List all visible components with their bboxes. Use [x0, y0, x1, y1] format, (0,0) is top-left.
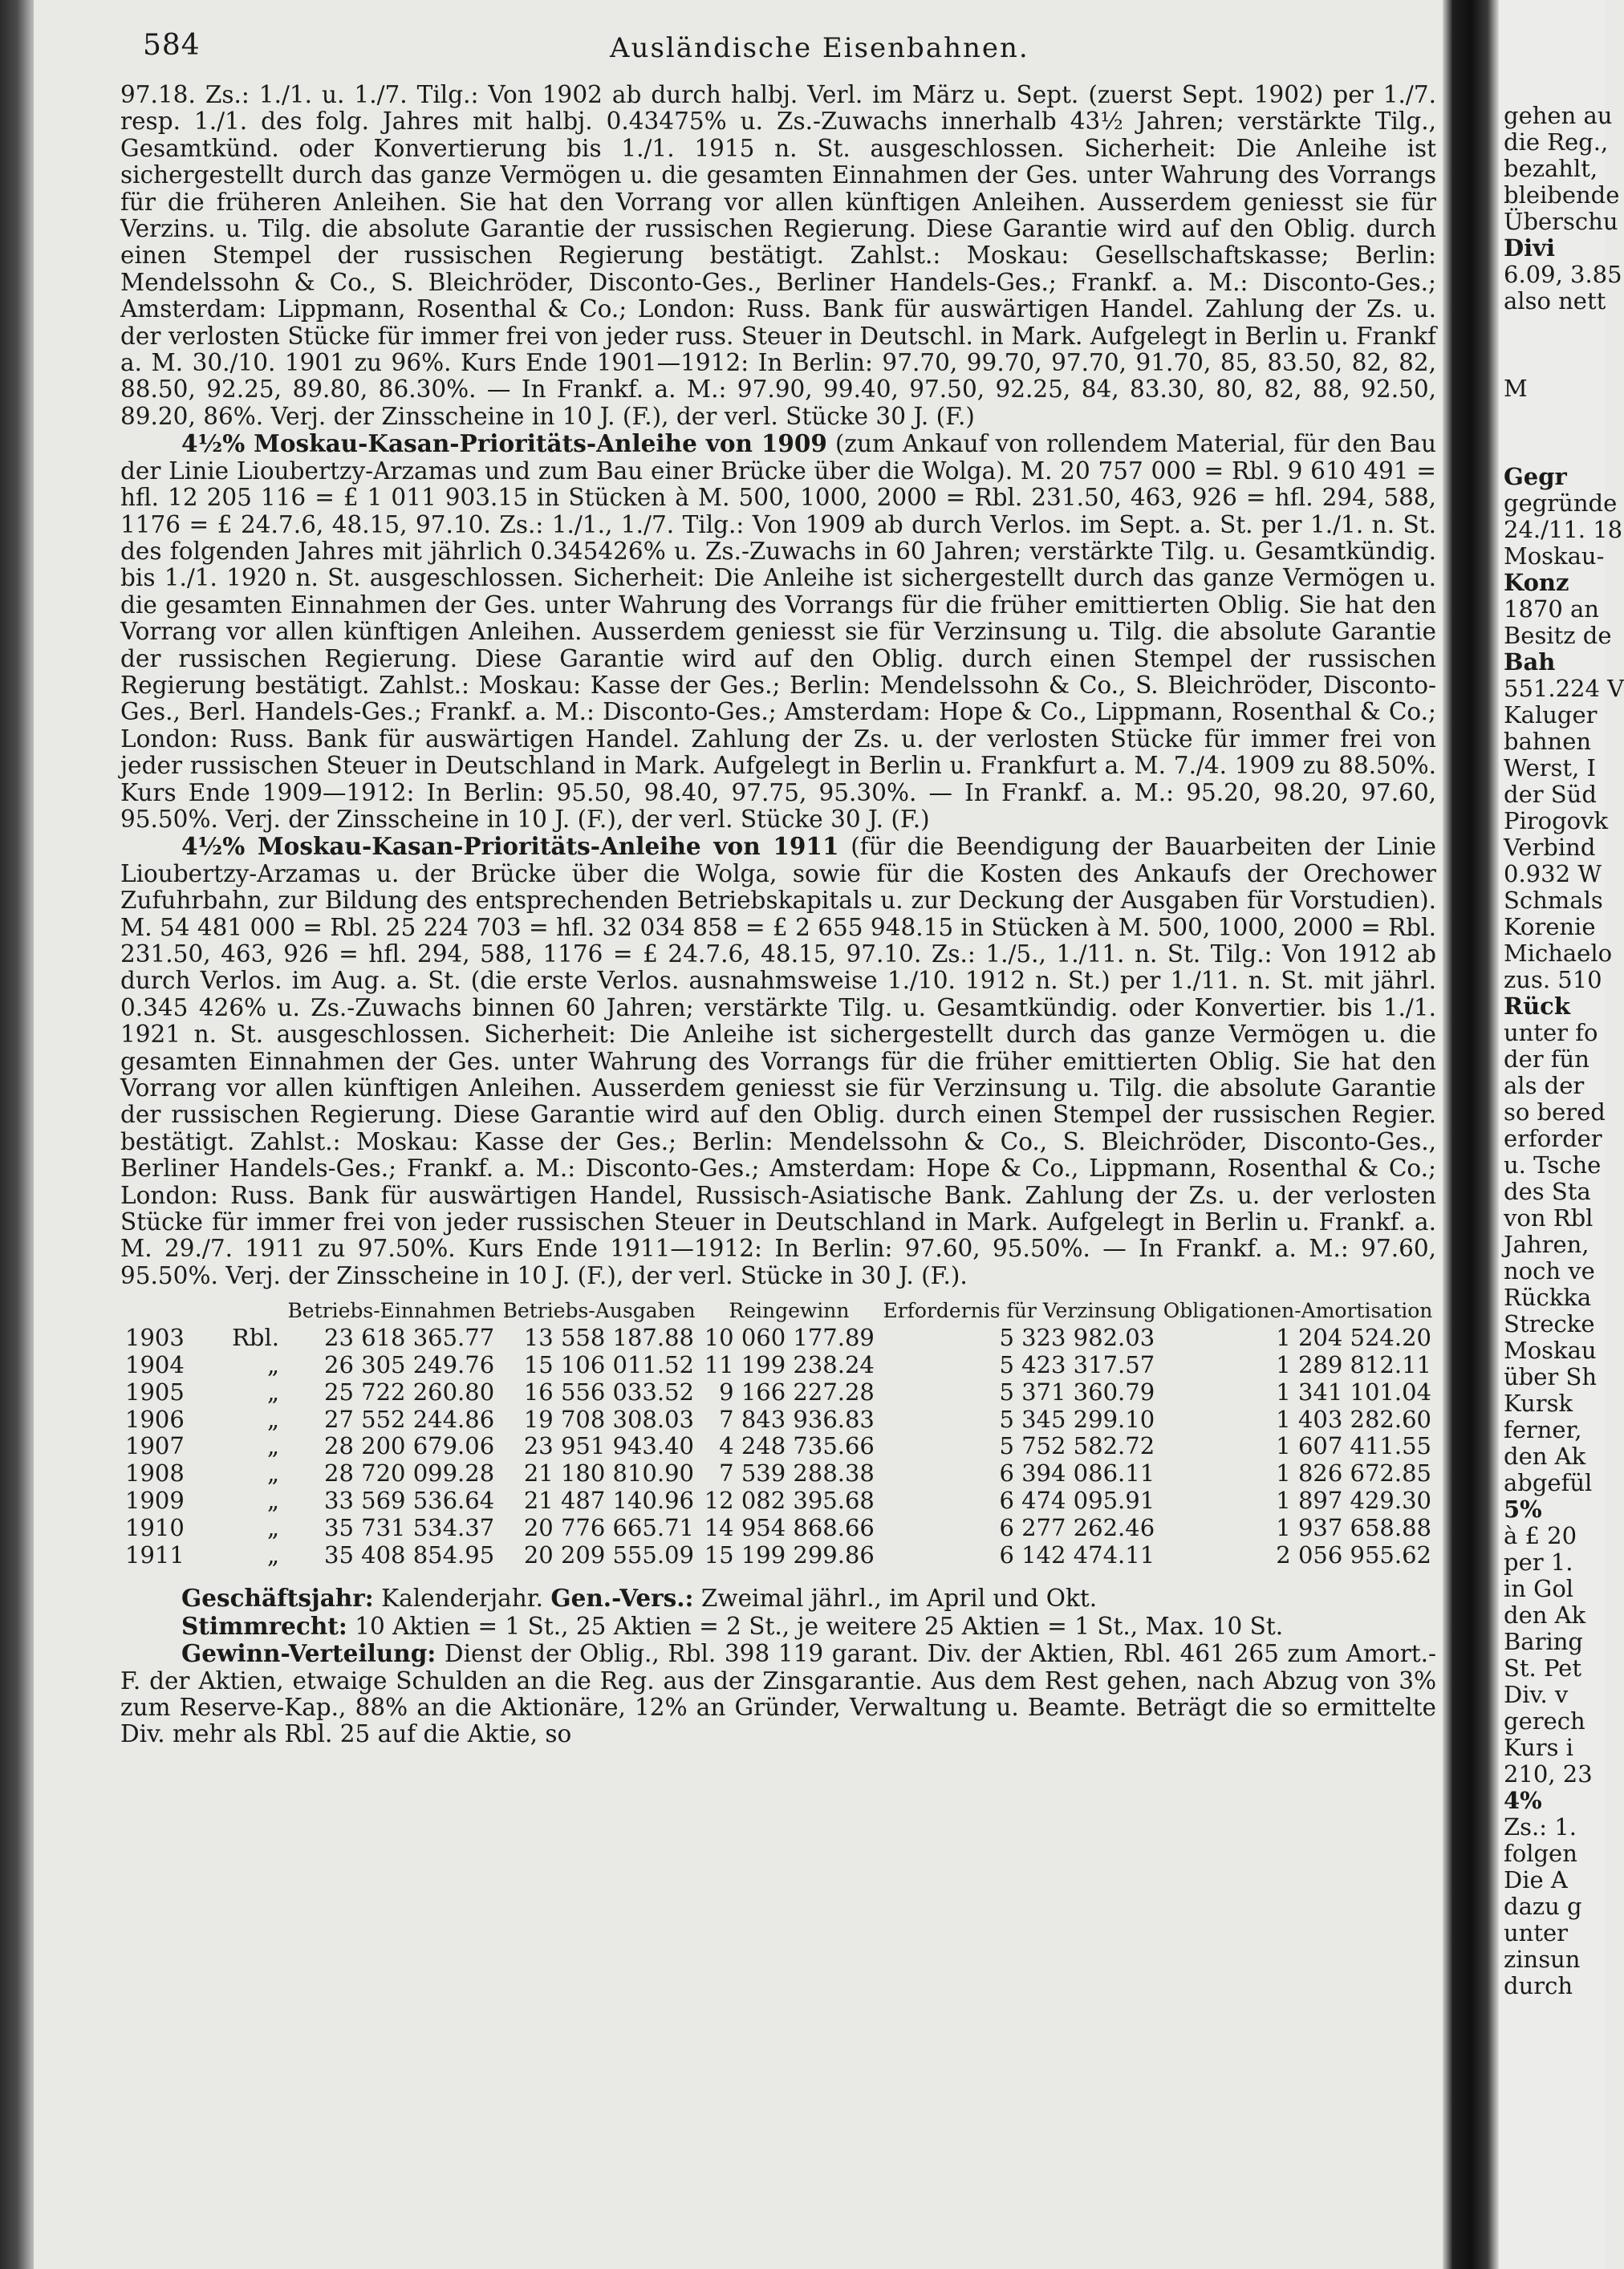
facing-page-line: Kursk [1504, 1390, 1573, 1417]
facing-page-line: Gegr [1504, 463, 1567, 490]
running-head [120, 29, 1436, 82]
table-row [120, 1325, 1436, 1352]
facing-page-line: zinsun [1504, 1946, 1581, 1973]
facing-page-line: Besitz de [1504, 622, 1612, 649]
facing-page-line: Kurs i [1504, 1734, 1573, 1761]
facing-page-line: noch ve [1504, 1257, 1595, 1285]
column-header [120, 1301, 218, 1325]
facing-page-line: in Gol [1504, 1575, 1574, 1602]
table-cell: 25 722 260.80 [324, 1378, 495, 1406]
table-cell: 1905 [125, 1378, 185, 1406]
table-cell: 5 423 317.57 [999, 1351, 1155, 1379]
financial-table [120, 1301, 1436, 1569]
table-cell: 23 618 365.77 [324, 1324, 495, 1352]
page-584 [120, 29, 1436, 1748]
facing-page-line: bahnen [1504, 728, 1592, 755]
meta-label: Geschäftsjahr: [181, 1584, 374, 1613]
table-cell: „ [266, 1405, 279, 1433]
facing-page-line: Moskau- [1504, 542, 1605, 570]
table-cell: 14 954 868.66 [704, 1513, 875, 1541]
table-cell: 1 204 524.20 [1276, 1324, 1431, 1352]
table-cell: 1903 [125, 1324, 185, 1352]
table-cell: 1 937 658.88 [1276, 1513, 1431, 1541]
table-cell: 16 556 033.52 [523, 1378, 694, 1406]
facing-page-line: erforder [1504, 1125, 1602, 1152]
facing-page-line: der Süd [1504, 781, 1597, 808]
facing-page-line: Michaelo [1504, 940, 1613, 967]
facing-page-line: Konz [1504, 569, 1569, 596]
facing-page-line: durch [1504, 1972, 1573, 1999]
table-cell: 15 106 011.52 [523, 1351, 694, 1379]
facing-page-line: bleibende [1504, 181, 1620, 209]
facing-page-line: unter fo [1504, 1019, 1598, 1046]
table-cell: „ [266, 1459, 279, 1488]
facing-page-line: Die A [1504, 1866, 1568, 1894]
table-cell: 12 082 395.68 [704, 1487, 875, 1515]
table-cell: 27 552 244.86 [324, 1405, 495, 1433]
column-header: Betriebs-Ausgaben [502, 1299, 696, 1323]
facing-page-line: über Sh [1504, 1363, 1598, 1390]
table-cell: 9 166 227.28 [719, 1378, 875, 1406]
table-cell: 5 752 582.72 [999, 1432, 1155, 1460]
table-cell: 1 341 101.04 [1276, 1378, 1431, 1406]
table-row [120, 1352, 1436, 1379]
facing-page-line: Überschu [1504, 208, 1618, 235]
table-cell: 7 843 936.83 [719, 1405, 875, 1433]
facing-page-line: Rückka [1504, 1284, 1592, 1311]
column-header [218, 1301, 284, 1325]
column-header: Obligationen-Amortisation [1163, 1299, 1433, 1323]
facing-page-fragment [1499, 0, 1624, 2269]
facing-page-line: Schmals [1504, 887, 1603, 914]
table-cell: 6 142 474.11 [999, 1540, 1155, 1569]
table-cell: „ [266, 1487, 279, 1515]
table-cell: 35 731 534.37 [324, 1513, 495, 1541]
facing-page-line: Div. v [1504, 1681, 1569, 1708]
table-cell: 35 408 854.95 [324, 1540, 495, 1569]
facing-page-line: den Ak [1504, 1601, 1586, 1629]
meta-text: 10 Aktien = 1 St., 25 Aktien = 2 St., je weitere 25 Aktien = 1 St., Max. 10 St. [347, 1612, 1284, 1640]
facing-page-line: Zs.: 1. [1504, 1813, 1577, 1841]
table-row [120, 1379, 1436, 1406]
facing-page-line: von Rbl [1504, 1204, 1594, 1232]
facing-page-line: à £ 20 [1504, 1522, 1577, 1549]
facing-page-line: ferner, [1504, 1416, 1582, 1443]
table-cell: 1908 [125, 1459, 185, 1488]
table-cell: 20 776 665.71 [523, 1513, 694, 1541]
table-cell: „ [266, 1432, 279, 1460]
book-spine [1443, 0, 1499, 2269]
table-cell: 1 826 672.85 [1276, 1459, 1431, 1488]
meta-voting-rights [120, 1613, 1436, 1640]
table-row [120, 1488, 1436, 1515]
facing-page-line: 4% [1504, 1787, 1542, 1814]
table-cell: 2 056 955.62 [1276, 1540, 1431, 1569]
facing-page-line: Jahren, [1504, 1231, 1589, 1258]
meta-profit-distribution [120, 1640, 1436, 1748]
table-cell: „ [266, 1351, 279, 1379]
table-cell: 13 558 187.88 [523, 1324, 694, 1352]
table-cell: 1907 [125, 1432, 185, 1460]
facing-page-line: Bah [1504, 648, 1556, 676]
paragraph-loan-1901-cont [120, 82, 1436, 430]
facing-page-line: Divi [1504, 234, 1556, 262]
facing-page-line: der fün [1504, 1045, 1589, 1073]
meta-text: Dienst der Oblig., Rbl. 398 119 garant. Div. der Aktien, Rbl. 461 265 zum Amort.-F. der Aktien, etwaige Schulden an die Reg. aus der Zinsgarantie. Aus dem Rest gehen, nach Abzug von 3% zum Reserve-Kap., 88% an die Aktionäre, 12% an Gründer, Verwaltung u. Beamte. Beträgt die so ermittelte Div. mehr als Rbl. 25 auf die Aktie, so [120, 1640, 1436, 1748]
meta-label: Stimmrecht: [181, 1611, 347, 1640]
facing-page-line: so bered [1504, 1098, 1606, 1126]
table-cell: 6 394 086.11 [999, 1459, 1155, 1488]
facing-page-line: gegründe [1504, 489, 1618, 517]
table-cell: 5 371 360.79 [999, 1378, 1155, 1406]
table-cell: 1911 [125, 1540, 185, 1569]
table-cell: „ [266, 1378, 279, 1406]
facing-page-line: die Reg., [1504, 128, 1609, 156]
table-row [120, 1542, 1436, 1569]
facing-page-line: 210, 23 [1504, 1760, 1593, 1788]
table-cell: Rbl. [232, 1324, 279, 1352]
meta-text: Zweimal jährl., im April und Okt. [693, 1585, 1098, 1613]
facing-page-line: Werst, I [1504, 754, 1596, 781]
table-cell: 1 289 812.11 [1276, 1351, 1431, 1379]
facing-page-line: gerech [1504, 1707, 1585, 1735]
table-row [120, 1433, 1436, 1460]
facing-page-line: 5% [1504, 1496, 1542, 1523]
facing-page-line: 0.932 W [1504, 860, 1602, 887]
table-cell: 23 951 943.40 [523, 1432, 694, 1460]
table-cell: 15 199 299.86 [704, 1540, 875, 1569]
table-row [120, 1406, 1436, 1434]
meta-text: Kalenderjahr. [373, 1585, 551, 1613]
column-header: Erfordernis für Verzinsung [883, 1299, 1156, 1323]
paragraph-text: 97.18. Zs.: 1./1. u. 1./7. Tilg.: Von 1902 ab durch halbj. Verl. im März u. Sept. (zuerst Sept. 1902) per 1./7. resp. 1./1. des folg. Jahres mit halbj. 0.43475% u. Zs.-Zuwachs innerhalb 43½ Jahren; verstärkte Tilg., Gesamtkünd. oder Konvertierung bis 1./1. 1915 n. St. ausgeschlossen. Sicherheit: Die Anleihe ist sichergestellt durch das ganze Vermögen u. die gesamten Einnahmen der Ges. unter Wahrung des Vorrangs für die früheren Anleihen. Sie hat den Vorrang vor allen künftigen Anleihen. Ausserdem geniesst sie für Verzins. u. Tilg. die absolute Garantie der russischen Regierung. Diese Garantie wird auf den Oblig. durch einen Stempel der russischen Regierung bestätigt. Zahlst.: Moskau: Gesellschaftskasse; Berlin: Mendelssohn & Co., S. Bleichröder, Disconto-Ges., Berliner Handels-Ges.; Frankf. a. M.: Disconto-Ges.; Amsterdam: Lippmann, Rosenthal & Co.; London: Russ. Bank für auswärtigen Handel. Zahlung der Zs. u. der verlosten Stücke für immer frei von jeder russ. Steuer in Deutschl. in Mark. Aufgelegt in Berlin u. Frankf a. M. 30./10. 1901 zu 96%. Kurs Ende 1901—1912: In Berlin: 97.70, 99.70, 97.70, 91.70, 85, 83.50, 82, 82, 88.50, 92.25, 89.80, 86.30%. — In Frankf. a. M.: 97.90, 99.40, 97.50, 92.25, 84, 83.30, 80, 82, 88, 92.50, 89.20, 86%. Verj. der Zinsscheine in 10 J. (F.), der verl. Stücke 30 J. (F.) [120, 81, 1436, 430]
meta-business-year [120, 1585, 1436, 1612]
facing-page-line: unter [1504, 1919, 1569, 1946]
table-cell: 20 209 555.09 [523, 1540, 694, 1569]
column-header: Betriebs-Einnahmen [287, 1299, 496, 1323]
table-cell: 28 720 099.28 [324, 1459, 495, 1488]
facing-page-line: des Sta [1504, 1178, 1591, 1205]
table-cell: 1904 [125, 1351, 185, 1379]
company-meta [120, 1585, 1436, 1747]
loan-heading: 4½% Moskau-Kasan-Prioritäts-Anleihe von 1911 [181, 832, 839, 861]
paragraph-loan-1909 [120, 430, 1436, 833]
table-cell: 28 200 679.06 [324, 1432, 495, 1460]
facing-page-line: zus. 510 [1504, 966, 1602, 993]
table-cell: 4 248 735.66 [719, 1432, 875, 1460]
facing-page-line: dazu g [1504, 1893, 1582, 1920]
facing-page-line: als der [1504, 1072, 1585, 1099]
facing-page-line: Pirogovk [1504, 807, 1609, 834]
table-cell: 26 305 249.76 [324, 1351, 495, 1379]
table-cell: 1 403 282.60 [1276, 1405, 1431, 1433]
table-cell: 21 487 140.96 [523, 1487, 694, 1515]
facing-page-line: Baring [1504, 1628, 1583, 1655]
table-header-row [120, 1301, 1436, 1325]
table-cell: 1909 [125, 1487, 185, 1515]
facing-page-line: M [1504, 375, 1528, 402]
meta-label: Gen.-Vers.: [550, 1584, 694, 1613]
running-title: Ausländische Eisenbahnen. [610, 32, 1029, 64]
table-cell: 1910 [125, 1513, 185, 1541]
table-row [120, 1460, 1436, 1488]
column-header: Reingewinn [729, 1299, 850, 1323]
table-cell: 1 897 429.30 [1276, 1487, 1431, 1515]
facing-page-line: 1870 an [1504, 595, 1599, 623]
facing-page-line: abgefül [1504, 1469, 1593, 1496]
facing-page-line: 24./11. 18 [1504, 516, 1623, 543]
table-cell: 1906 [125, 1405, 185, 1433]
facing-page-line: Korenie [1504, 913, 1596, 940]
loan-heading: 4½% Moskau-Kasan-Prioritäts-Anleihe von 1909 [181, 429, 827, 458]
facing-page-line: gehen au [1504, 102, 1613, 129]
facing-page-line: Strecke [1504, 1310, 1595, 1337]
facing-page-line: u. Tsche [1504, 1151, 1602, 1179]
facing-page-line: den Ak [1504, 1443, 1586, 1470]
facing-page-line: folgen [1504, 1840, 1577, 1867]
table-cell: 5 323 982.03 [999, 1324, 1155, 1352]
facing-page-line: Moskau [1504, 1337, 1597, 1364]
facing-page-line: Verbind [1504, 834, 1596, 861]
meta-label: Gewinn-Verteilung: [181, 1639, 436, 1668]
facing-page-line: per 1. [1504, 1549, 1573, 1576]
facing-page-line: Kaluger [1504, 701, 1598, 729]
left-page-gutter [0, 0, 34, 2269]
paragraph-text: (zum Ankauf von rollendem Material, für den Bau der Linie Lioubertzy-Arzamas und zum Bau einer Brücke über die Wolga). M. 20 757 000 = Rbl. 9 610 491 = hfl. 12 205 116 = £ 1 011 903.15 in Stücken à M. 500, 1000, 2000 = Rbl. 231.50, 463, 926 = hfl. 294, 588, 1176 = £ 24.7.6, 48.15, 97.10. Zs.: 1./1., 1./7. Tilg.: Von 1909 ab durch Verlos. im Sept. a. St. per 1./1. n. St. des folgenden Jahres mit jährlich 0.345426% u. Zs.-Zuwachs in 60 Jahren; verstärkte Tilg. u. Gesamtkündig. bis 1./1. 1920 n. St. ausgeschlossen. Sicherheit: Die Anleihe ist sichergestellt durch das ganze Vermögen u. die gesamten Einnahmen der Ges. unter Wahrung des Vorrangs für die früher emittierten Oblig. Sie hat den Vorrang vor allen künftigen Anleihen. Ausserdem geniesst sie für Verzinsung u. Tilg. die absolute Garantie der russischen Regierung. Diese Garantie wird auf den Oblig. durch einen Stempel der russischen Regierung bestätigt. Zahlst.: Moskau: Kasse der Ges.; Berlin: Mendelssohn & Co., S. Bleichröder, Disconto-Ges., Berl. Handels-Ges.; Frankf. a. M.: Disconto-Ges.; Amsterdam: Hope & Co., Lippmann, Rosenthal & Co.; London: Russ. Bank für auswärtigen Handel. Zahlung der Zs. u. der verlosten Stücke für immer frei von jeder russischen Steuer in Deutschland in Mark. Aufgelegt in Berlin u. Frankfurt a. M. 7./4. 1909 zu 88.50%. Kurs Ende 1909—1912: In Berlin: 95.50, 98.40, 97.75, 95.30%. — In Frankf. a. M.: 95.20, 98.20, 97.60, 95.50%. Verj. der Zinsscheine in 10 J. (F.), der verl. Stücke 30 J. (F.) [120, 430, 1437, 833]
facing-page-line: also nett [1504, 287, 1606, 315]
page-number: 584 [143, 29, 201, 62]
table-cell: 33 569 536.64 [324, 1487, 495, 1515]
table-cell: 21 180 810.90 [523, 1459, 694, 1488]
table-cell: 11 199 238.24 [704, 1351, 875, 1379]
facing-page-line: bezahlt, [1504, 155, 1598, 182]
table-cell: 7 539 288.38 [719, 1459, 875, 1488]
facing-page-line: 6.09, 3.85 [1504, 261, 1622, 288]
table-row [120, 1515, 1436, 1542]
paragraph-text: (für die Beendigung der Bauarbeiten der Linie Lioubertzy-Arzamas u. der Brücke über die Wolga, sowie für die Kosten des Ankaufs der Orechower Zufuhrbahn, zur Bildung des entsprechenden Betriebskapitals u. zur Deckung der Ausgaben für Vorstudien). M. 54 481 000 = Rbl. 25 224 703 = hfl. 32 034 858 = £ 2 655 948.15 in Stücken à M. 500, 1000, 2000 = Rbl. 231.50, 463, 926 = hfl. 294, 588, 1176 = £ 24.7.6, 48.15, 97.10. Zs.: 1./5., 1./11. n. St. Tilg.: Von 1912 ab durch Verlos. im Aug. a. St. (die erste Verlos. ausnahmsweise 1./10. 1912 n. St.) per 1./11. n. St. mit jährl. 0.345 426% u. Zs.-Zuwachs binnen 60 Jahren; verstärkte Tilg. u. Gesamtkündig. oder Konvertier. bis 1./1. 1921 n. St. ausgeschlossen. Sicherheit: Die Anleihe ist sichergestellt durch das ganze Vermögen u. die gesamten Einnahmen der Ges. unter Wahrung des Vorrangs für die früher emittierten Oblig. Sie hat den Vorrang vor allen künftigen Anleihen. Ausserdem geniesst sie für Verzinsung u. Tilg. die absolute Garantie der russischen Regierung. Diese Garantie wird auf den Oblig. durch einen Stempel der russischen Regier. bestätigt. Zahlst.: Moskau: Kasse der Ges.; Berlin: Mendelssohn & Co., S. Bleichröder, Disconto-Ges., Berliner Handels-Ges.; Frankf. a. M.: Disconto-Ges.; Amsterdam: Hope & Co., Lippmann, Rosenthal & Co.; London: Russ. Bank für auswärtigen Handel, Russisch-Asiatische Bank. Zahlung der Zs. u. der verlosten Stücke für immer frei von jeder russischen Steuer in Deutschland in Mark. Aufgelegt in Berlin u. Frankf. a. M. 29./7. 1911 zu 97.50%. Kurs Ende 1911—1912: In Berlin: 97.60, 95.50%. — In Frankf. a. M.: 97.60, 95.50%. Verj. der Zinsscheine in 10 J. (F.), der verl. Stücke in 30 J. (F.). [120, 833, 1436, 1289]
table-cell: 1 607 411.55 [1276, 1432, 1431, 1460]
paragraph-loan-1911 [120, 833, 1436, 1289]
facing-page-line: 551.224 V [1504, 675, 1624, 702]
table-cell: 6 474 095.91 [999, 1487, 1155, 1515]
table-cell: 6 277 262.46 [999, 1513, 1155, 1541]
table-cell: „ [266, 1513, 279, 1541]
facing-page-line: Rück [1504, 992, 1570, 1020]
table-cell: „ [266, 1540, 279, 1569]
facing-page-line: St. Pet [1504, 1654, 1581, 1682]
table-cell: 5 345 299.10 [999, 1405, 1155, 1433]
table-cell: 19 708 308.03 [523, 1405, 694, 1433]
table-cell: 10 060 177.89 [704, 1324, 875, 1352]
